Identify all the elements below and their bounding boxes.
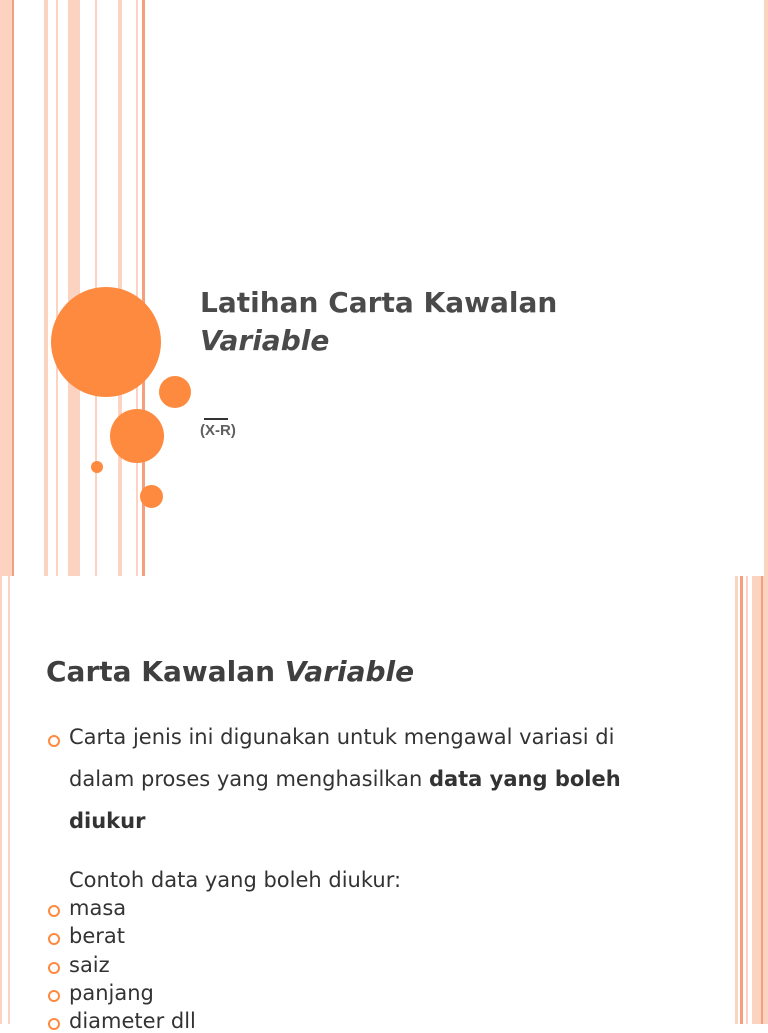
paragraph-emphasis: diukur (69, 809, 146, 833)
paragraph-text: dalam proses yang menghasilkan (69, 767, 423, 791)
content-slide (0, 576, 768, 1024)
paragraph-line: Carta jenis ini digunakan untuk mengawal variasi di (69, 725, 615, 749)
examples-heading: Contoh data yang boleh diukur: (69, 868, 402, 892)
decorative-circle (159, 376, 191, 408)
decorative-stripe (740, 576, 743, 1024)
bullet-icon (48, 990, 60, 1002)
decorative-stripe (56, 0, 58, 576)
decorative-stripe (761, 576, 763, 1024)
bullet-icon (48, 735, 60, 747)
bullet-icon (48, 933, 60, 945)
list-item: panjang (69, 981, 154, 1005)
decorative-stripe (764, 0, 768, 576)
paragraph-emphasis: data yang boleh (428, 767, 621, 791)
paragraph-line (69, 767, 621, 791)
decorative-stripe (44, 0, 48, 576)
decorative-stripe (752, 576, 768, 1024)
decorative-stripe (735, 576, 738, 1024)
content-title-italic: Variable (284, 655, 415, 688)
list-item: diameter dll (69, 1009, 196, 1033)
decorative-stripe (136, 0, 138, 576)
bullet-icon (48, 1018, 60, 1030)
decorative-stripe (746, 576, 748, 1024)
list-item: berat (69, 924, 125, 948)
slide-title (200, 284, 557, 360)
content-title-main: Carta Kawalan (46, 655, 276, 688)
decorative-stripe (68, 0, 80, 576)
decorative-stripe (12, 0, 14, 576)
slide-title-line1: Latihan Carta Kawalan (200, 286, 558, 319)
bullet-icon (48, 962, 60, 974)
slide-title-line2: Variable (200, 324, 330, 357)
list-item: saiz (69, 953, 110, 977)
decorative-stripe (0, 576, 2, 1024)
decorative-circle (91, 461, 103, 473)
decorative-circle (51, 287, 161, 397)
bullet-icon (48, 905, 60, 917)
decorative-stripe (0, 0, 12, 576)
content-title (46, 652, 414, 692)
slide-subtitle: (X-R) (200, 422, 236, 439)
list-item: masa (69, 896, 127, 920)
decorative-circle (110, 409, 164, 463)
decorative-circle (140, 485, 163, 508)
decorative-stripe (8, 576, 10, 1024)
x-bar-overline (204, 418, 228, 420)
paragraph-line (69, 809, 145, 833)
